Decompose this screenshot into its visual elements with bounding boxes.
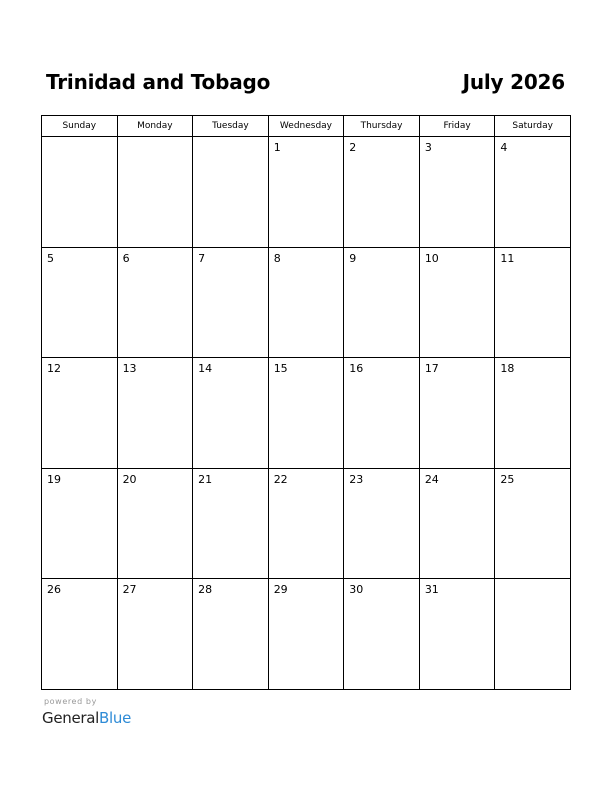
day-cell — [42, 579, 118, 690]
day-number: 16 — [349, 362, 364, 376]
day-cell — [193, 137, 269, 248]
day-number: 14 — [198, 362, 213, 376]
day-number: 3 — [424, 141, 432, 154]
day-cell — [419, 358, 495, 469]
day-number: 19 — [47, 472, 61, 486]
day-number: 6 — [122, 251, 130, 265]
day-cell — [268, 468, 344, 579]
day-number: 23 — [349, 472, 364, 486]
weekday-header: Friday — [419, 116, 495, 137]
weekday-header: Sunday — [42, 116, 118, 137]
day-number: 8 — [273, 251, 281, 265]
day-number: 27 — [122, 583, 137, 597]
calendar-grid — [41, 115, 571, 690]
weekday-header: Thursday — [344, 116, 420, 137]
day-number: 7 — [198, 251, 206, 265]
day-number: 28 — [198, 583, 213, 597]
weekday-header: Tuesday — [193, 116, 269, 137]
day-cell — [495, 137, 571, 248]
day-number — [495, 579, 570, 583]
day-number — [118, 137, 193, 141]
day-number: 15 — [273, 362, 288, 376]
day-cell — [344, 358, 420, 469]
weekday-header: Saturday — [495, 116, 571, 137]
week-row — [42, 137, 571, 248]
day-cell — [419, 468, 495, 579]
week-row — [42, 468, 571, 579]
day-number: 22 — [273, 472, 288, 486]
calendar-month-title: July 2026 — [462, 70, 565, 94]
day-cell — [495, 358, 571, 469]
weekday-header: Monday — [117, 116, 193, 137]
day-cell — [344, 247, 420, 358]
day-number — [193, 137, 268, 141]
day-cell — [193, 247, 269, 358]
day-number: 29 — [273, 583, 288, 597]
day-number: 26 — [47, 583, 61, 597]
brand-name-part1: General — [42, 709, 100, 727]
powered-by-label: powered by — [44, 697, 97, 706]
day-cell — [268, 247, 344, 358]
weekday-header-row — [42, 116, 571, 137]
day-number: 25 — [500, 472, 515, 486]
week-row — [42, 247, 571, 358]
day-cell — [268, 579, 344, 690]
day-number: 11 — [500, 251, 515, 265]
day-cell — [117, 137, 193, 248]
day-number — [42, 137, 117, 141]
day-number: 5 — [47, 251, 54, 265]
day-cell — [42, 468, 118, 579]
day-number: 17 — [424, 362, 439, 376]
day-cell — [117, 579, 193, 690]
week-row — [42, 579, 571, 690]
day-cell — [419, 137, 495, 248]
day-number: 2 — [349, 141, 357, 154]
day-number: 1 — [273, 141, 281, 154]
day-cell — [193, 358, 269, 469]
day-cell — [495, 579, 571, 690]
day-cell — [419, 247, 495, 358]
day-cell — [117, 247, 193, 358]
day-cell — [117, 358, 193, 469]
day-number: 20 — [122, 472, 137, 486]
day-number: 24 — [424, 472, 439, 486]
day-number: 31 — [424, 583, 439, 597]
day-cell — [193, 468, 269, 579]
day-cell — [344, 579, 420, 690]
weekday-header: Wednesday — [268, 116, 344, 137]
day-cell — [42, 247, 118, 358]
week-row — [42, 358, 571, 469]
generalblue-logo[interactable] — [42, 709, 131, 727]
day-number: 13 — [122, 362, 137, 376]
day-number: 10 — [424, 251, 439, 265]
day-cell — [495, 247, 571, 358]
calendar-country-title: Trinidad and Tobago — [46, 70, 271, 94]
day-number: 12 — [47, 362, 61, 376]
day-cell — [193, 579, 269, 690]
day-cell — [42, 358, 118, 469]
day-number: 4 — [500, 141, 508, 154]
day-cell — [419, 579, 495, 690]
day-cell — [117, 468, 193, 579]
day-cell — [268, 358, 344, 469]
day-number: 9 — [349, 251, 357, 265]
day-cell — [344, 468, 420, 579]
day-cell — [268, 137, 344, 248]
day-number: 30 — [349, 583, 364, 597]
day-number: 18 — [500, 362, 515, 376]
day-cell — [495, 468, 571, 579]
day-number: 21 — [198, 472, 213, 486]
day-cell — [344, 137, 420, 248]
brand-name-part2: Blue — [99, 709, 132, 727]
day-cell — [42, 137, 118, 248]
